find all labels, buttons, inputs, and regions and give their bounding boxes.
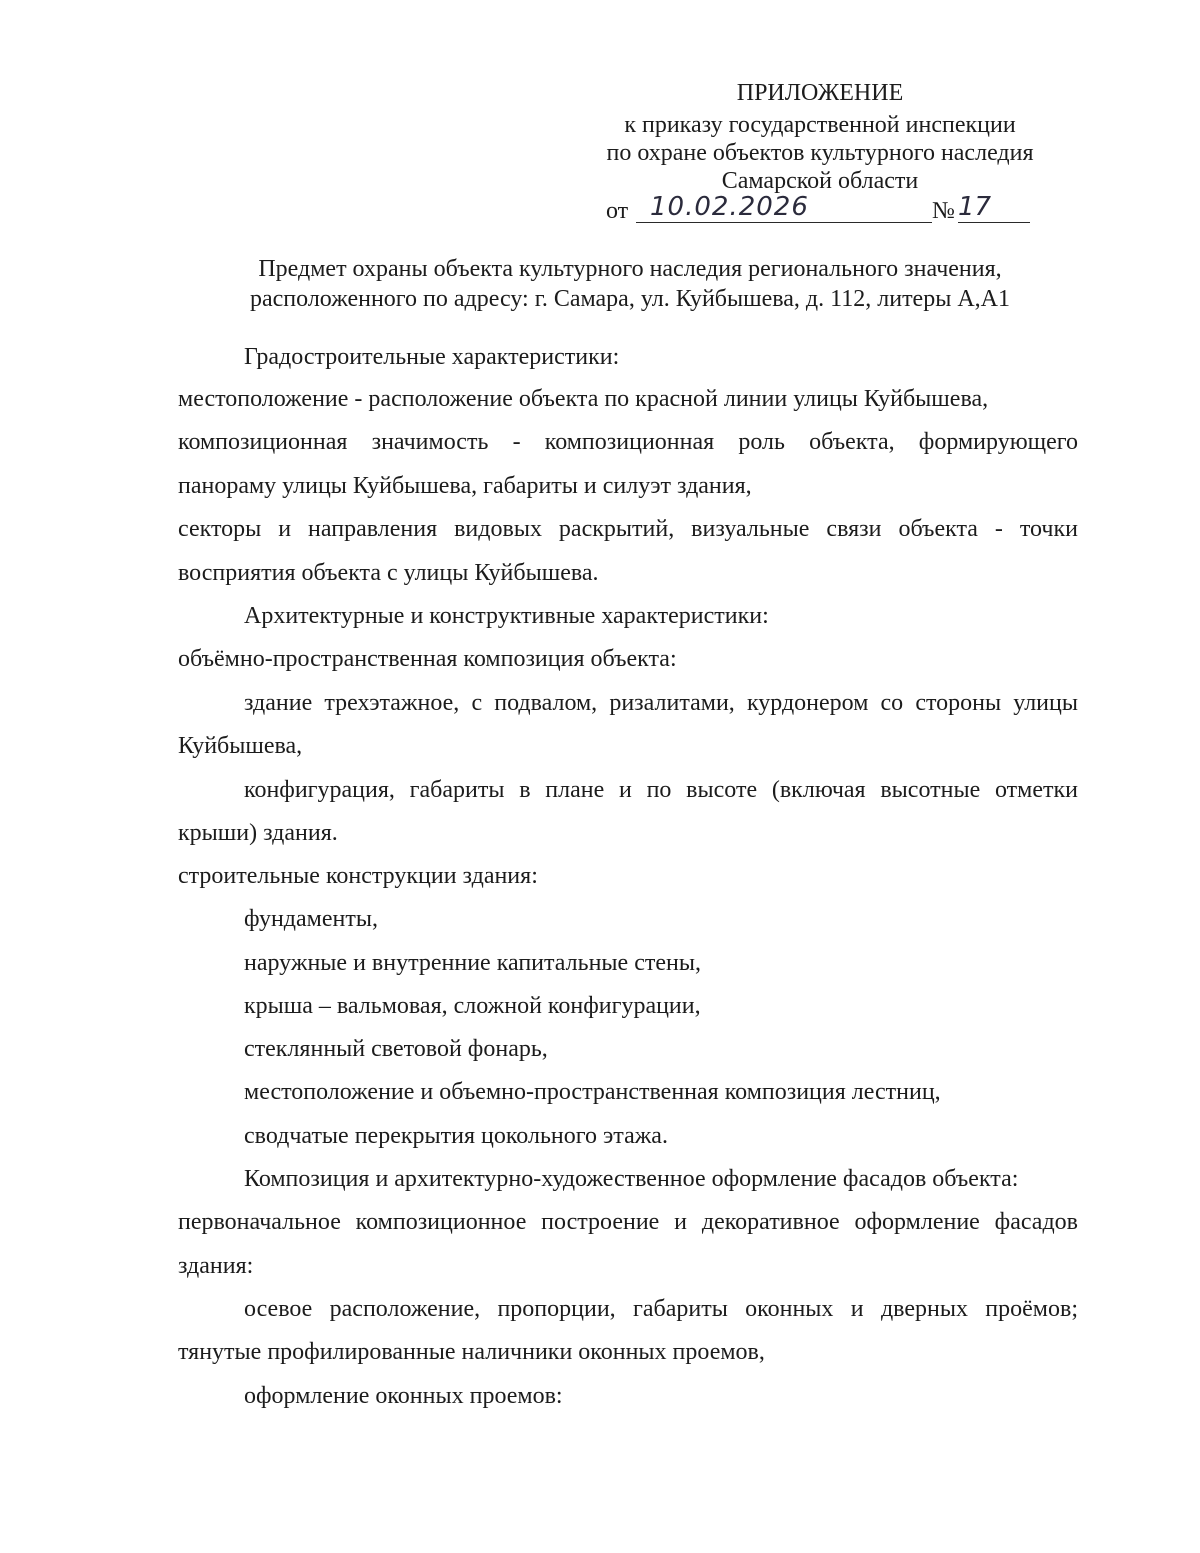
number-label: №: [932, 198, 955, 224]
body-line: крыши) здания.: [178, 820, 338, 846]
body-line: осевое расположение, пропорции, габариты оконных и дверных проёмов;: [244, 1296, 1078, 1322]
body-line: композиционная значимость - композиционная роль объекта, формирующего: [178, 429, 1078, 455]
section-heading-facades: Композиция и архитектурно-художественное оформление фасадов объекта:: [244, 1166, 1019, 1192]
body-line: крыша – вальмовая, сложной конфигурации,: [244, 993, 701, 1019]
document-title-line-2: расположенного по адресу: г. Самара, ул. Куйбышева, д. 112, литеры А,А1: [249, 286, 1010, 312]
appendix-line-3: Самарской области: [721, 168, 919, 194]
body-line: местоположение - расположение объекта по красной линии улицы Куйбышева,: [178, 386, 989, 412]
body-line: здание трехэтажное, с подвалом, ризалитами, курдонером со стороны улицы: [244, 690, 1078, 716]
date-label: от: [606, 198, 629, 224]
body-line: здания:: [178, 1253, 254, 1279]
date-underline: [636, 222, 932, 223]
appendix-title: ПРИЛОЖЕНИЕ: [736, 80, 904, 106]
body-line: стеклянный световой фонарь,: [244, 1036, 548, 1062]
body-line: строительные конструкции здания:: [178, 863, 538, 889]
section-heading-architecture: Архитектурные и конструктивные характеристики:: [244, 603, 769, 629]
body-line: фундаменты,: [244, 906, 378, 932]
section-heading-urban: Градостроительные характеристики:: [244, 344, 620, 370]
handwritten-number: 17: [958, 192, 992, 222]
body-line: сводчатые перекрытия цокольного этажа.: [244, 1123, 668, 1149]
body-line: оформление оконных проемов:: [244, 1383, 563, 1409]
body-line: конфигурация, габариты в плане и по высоте (включая высотные отметки: [244, 777, 1078, 803]
number-underline: [958, 222, 1030, 223]
handwritten-date: 10.02.2026: [650, 192, 809, 222]
body-line: тянутые профилированные наличники оконных проемов,: [178, 1339, 765, 1365]
body-line: первоначальное композиционное построение и декоративное оформление фасадов: [178, 1209, 1078, 1235]
body-line: объёмно-пространственная композиция объекта:: [178, 646, 677, 672]
body-line: панораму улицы Куйбышева, габариты и силуэт здания,: [178, 473, 752, 499]
body-line: секторы и направления видовых раскрытий, визуальные связи объекта - точки: [178, 516, 1078, 542]
body-line: местоположение и объемно-пространственная композиция лестниц,: [244, 1079, 941, 1105]
appendix-line-1: к приказу государственной инспекции: [624, 112, 1016, 138]
appendix-line-2: по охране объектов культурного наследия: [606, 140, 1034, 166]
body-line: наружные и внутренние капитальные стены,: [244, 950, 701, 976]
document-title-line-1: Предмет охраны объекта культурного наследия регионального значения,: [258, 256, 1002, 282]
order-reference: [606, 192, 1036, 228]
body-line: Куйбышева,: [178, 733, 303, 759]
body-line: восприятия объекта с улицы Куйбышева.: [178, 560, 599, 586]
